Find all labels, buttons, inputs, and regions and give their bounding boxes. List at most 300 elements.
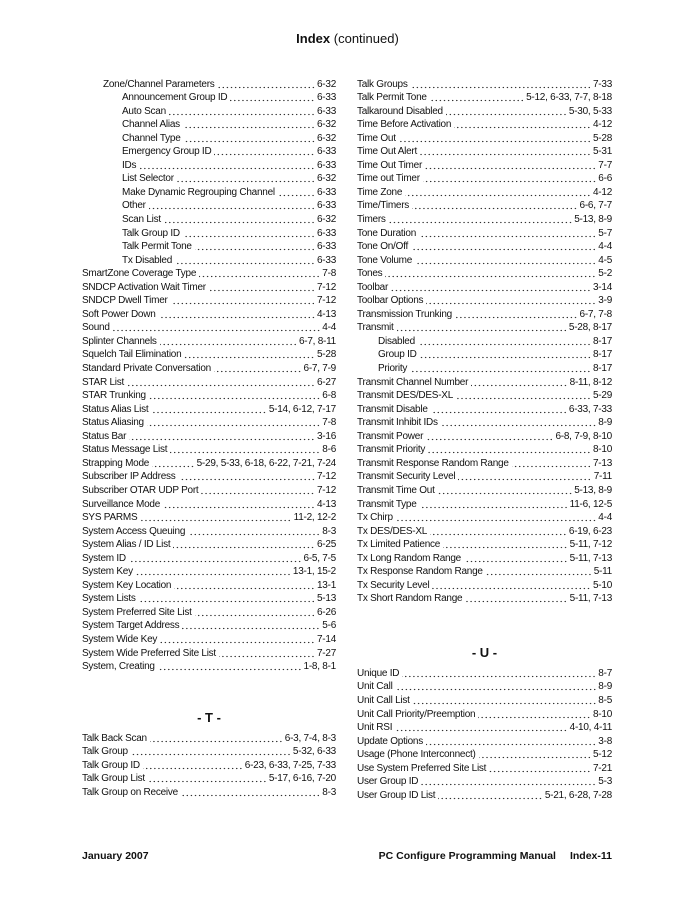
index-entry bbox=[82, 483, 336, 497]
index-term: System Wide Key bbox=[82, 633, 158, 645]
dot-leader bbox=[163, 506, 315, 509]
index-entry bbox=[357, 307, 612, 321]
dot-leader bbox=[426, 302, 596, 305]
index-entry bbox=[357, 429, 612, 443]
index-term: Transmit Disable bbox=[357, 403, 428, 415]
index-term: Transmit DES/DES-XL bbox=[357, 390, 454, 402]
index-entry bbox=[357, 483, 612, 497]
index-pages: 6-33 bbox=[316, 159, 336, 171]
index-term: Auto Scan bbox=[122, 105, 166, 117]
footer-manual-title: PC Configure Programming Manual bbox=[378, 850, 556, 862]
index-pages: 5-6 bbox=[322, 620, 336, 632]
index-entry bbox=[357, 680, 612, 694]
index-term: Usage (Phone Interconnect) bbox=[357, 749, 476, 761]
index-entry bbox=[82, 443, 336, 457]
index-pages: 6-33 bbox=[316, 241, 336, 253]
index-entry bbox=[357, 321, 612, 335]
index-term: Update Options bbox=[357, 735, 423, 747]
index-term: Make Dynamic Regrouping Channel bbox=[122, 186, 275, 198]
index-pages: 8-3 bbox=[322, 786, 336, 798]
index-entry bbox=[357, 118, 612, 132]
index-pages: 5-11, 7-13 bbox=[569, 552, 612, 564]
index-pages: 6-33 bbox=[316, 105, 336, 117]
index-term: Time/Timers bbox=[357, 200, 410, 212]
index-pages: 5-7 bbox=[598, 227, 612, 239]
index-pages: 7-12 bbox=[316, 471, 336, 483]
index-term: Channel Type bbox=[122, 132, 181, 144]
index-pages: 5-28 bbox=[592, 132, 612, 144]
index-entry bbox=[357, 551, 612, 565]
index-pages: 3-9 bbox=[598, 295, 612, 307]
index-entry bbox=[357, 734, 612, 748]
index-pages: 5-11, 7-13 bbox=[569, 593, 612, 605]
index-entry bbox=[82, 267, 336, 281]
index-entry bbox=[357, 666, 612, 680]
index-entry bbox=[82, 185, 336, 199]
index-pages: 6-33 bbox=[316, 146, 336, 158]
dot-leader bbox=[438, 797, 543, 800]
index-term: SmartZone Coverage Type bbox=[82, 268, 197, 280]
dot-leader bbox=[201, 492, 315, 495]
dot-leader bbox=[489, 770, 591, 773]
index-entry bbox=[82, 104, 336, 118]
index-pages: 4-4 bbox=[598, 512, 612, 524]
index-entry bbox=[82, 551, 336, 565]
index-entry bbox=[357, 443, 612, 457]
index-pages: 7-13 bbox=[592, 457, 612, 469]
index-entry bbox=[357, 253, 612, 267]
index-pages: 5-11, 7-12 bbox=[569, 539, 612, 551]
index-entry bbox=[357, 592, 612, 606]
dot-leader bbox=[431, 411, 567, 414]
index-entry bbox=[357, 402, 612, 416]
index-term: Transmission Trunking bbox=[357, 308, 452, 320]
dot-leader bbox=[464, 560, 568, 563]
section-heading-u: - U - bbox=[471, 645, 498, 661]
dot-leader bbox=[195, 248, 315, 251]
index-term: Talk Group ID bbox=[82, 759, 140, 771]
index-pages: 6-33 bbox=[316, 200, 336, 212]
dot-leader bbox=[389, 221, 573, 224]
index-pages: 5-13, 8-9 bbox=[574, 484, 612, 496]
index-entry bbox=[357, 511, 612, 525]
index-pages: 5-3 bbox=[598, 776, 612, 788]
index-pages: 5-10 bbox=[592, 579, 612, 591]
index-pages: 6-27 bbox=[316, 376, 336, 388]
dot-leader bbox=[423, 180, 596, 183]
index-term: System Preferred Site List bbox=[82, 606, 192, 618]
index-term: Subscriber IP Address bbox=[82, 471, 176, 483]
index-entry bbox=[82, 145, 336, 159]
index-term: Time out Timer bbox=[357, 173, 420, 185]
dot-leader bbox=[171, 302, 315, 305]
dot-leader bbox=[170, 451, 320, 454]
index-entry bbox=[357, 294, 612, 308]
index-entry bbox=[357, 775, 612, 789]
dot-leader bbox=[184, 356, 315, 359]
dot-leader bbox=[428, 451, 591, 454]
dot-leader bbox=[143, 767, 243, 770]
dot-leader bbox=[486, 573, 592, 576]
index-term: Time Out Alert bbox=[357, 146, 418, 158]
index-pages: 11-2, 12-2 bbox=[293, 512, 336, 524]
dot-leader bbox=[209, 289, 315, 292]
index-term: Transmit Inhibit IDs bbox=[357, 417, 438, 429]
index-pages: 7-12 bbox=[316, 281, 336, 293]
index-term: Unit Call bbox=[357, 681, 393, 693]
index-pages: 5-13 bbox=[316, 593, 336, 605]
index-pages: 1-8, 8-1 bbox=[303, 661, 336, 673]
index-entry bbox=[82, 731, 336, 745]
index-pages: 7-21 bbox=[592, 762, 612, 774]
dot-leader bbox=[127, 384, 315, 387]
index-entry bbox=[357, 185, 612, 199]
index-pages: 8-10 bbox=[592, 444, 612, 456]
dot-leader bbox=[454, 126, 591, 129]
dot-leader bbox=[512, 465, 591, 468]
index-pages: 6-33, 7-33 bbox=[568, 403, 612, 415]
index-term: Time Out bbox=[357, 132, 396, 144]
index-pages: 5-11 bbox=[593, 566, 612, 578]
index-entry bbox=[357, 77, 612, 91]
index-entry bbox=[82, 497, 336, 511]
index-pages: 4-4 bbox=[322, 322, 336, 334]
index-term: Splinter Channels bbox=[82, 335, 157, 347]
index-pages: 7-11 bbox=[593, 471, 612, 483]
dot-leader bbox=[218, 86, 315, 89]
index-entry bbox=[82, 578, 336, 592]
index-term: System, Creating bbox=[82, 661, 155, 673]
index-term: Tones bbox=[357, 268, 383, 280]
index-pages: 4-12 bbox=[592, 119, 612, 131]
index-term: Talk Permit Tone bbox=[357, 92, 427, 104]
index-pages: 7-12 bbox=[316, 295, 336, 307]
dot-leader bbox=[158, 668, 302, 671]
index-pages: 8-17 bbox=[592, 349, 612, 361]
index-entry bbox=[82, 646, 336, 660]
index-entry bbox=[357, 199, 612, 213]
dot-leader bbox=[385, 275, 596, 278]
index-entry bbox=[82, 131, 336, 145]
index-pages: 6-32 bbox=[316, 173, 336, 185]
page-header bbox=[0, 31, 695, 46]
dot-leader bbox=[430, 99, 524, 102]
index-term: Toolbar bbox=[357, 281, 389, 293]
index-pages: 5-12 bbox=[592, 749, 612, 761]
header-title: Index bbox=[296, 31, 331, 46]
index-entry bbox=[82, 470, 336, 484]
index-entry bbox=[82, 389, 336, 403]
index-entry bbox=[82, 429, 336, 443]
dot-leader bbox=[413, 702, 597, 705]
entry-list bbox=[357, 77, 612, 605]
index-term: Status Message List bbox=[82, 444, 168, 456]
index-term: Transmit Security Level bbox=[357, 471, 456, 483]
index-pages: 5-28, 8-17 bbox=[568, 322, 612, 334]
dot-leader bbox=[458, 478, 591, 481]
dot-leader bbox=[140, 519, 291, 522]
index-term: Time Zone bbox=[357, 186, 403, 198]
dot-leader bbox=[182, 627, 320, 630]
index-entry bbox=[357, 131, 612, 145]
index-term: Transmit Channel Number bbox=[357, 376, 469, 388]
index-pages: 8-7 bbox=[598, 667, 612, 679]
index-term: SYS PARMS bbox=[82, 512, 138, 524]
index-entry bbox=[82, 334, 336, 348]
dot-leader bbox=[411, 86, 591, 89]
index-term: User Group ID List bbox=[357, 789, 436, 801]
dot-leader bbox=[169, 113, 315, 116]
index-pages: 8-10 bbox=[592, 708, 612, 720]
index-right-column bbox=[357, 77, 612, 802]
index-left-column bbox=[82, 77, 336, 799]
entry-list bbox=[357, 666, 612, 801]
dot-leader bbox=[214, 370, 302, 373]
index-entry bbox=[82, 226, 336, 240]
dot-leader bbox=[420, 153, 591, 156]
index-pages: 6-33 bbox=[316, 186, 336, 198]
index-entry bbox=[357, 334, 612, 348]
entry-list bbox=[82, 77, 336, 673]
index-pages: 8-5 bbox=[598, 694, 612, 706]
index-term: Talk Permit Tone bbox=[122, 241, 192, 253]
index-term: Talkaround Disabled bbox=[357, 105, 443, 117]
index-entry bbox=[82, 758, 336, 772]
index-entry bbox=[357, 788, 612, 802]
dot-leader bbox=[395, 729, 567, 732]
index-pages: 6-32 bbox=[316, 78, 336, 90]
index-pages: 6-3, 7-4, 8-3 bbox=[284, 732, 336, 744]
dot-leader bbox=[159, 316, 315, 319]
index-pages: 6-7, 8-11 bbox=[298, 335, 336, 347]
index-term: Group ID bbox=[378, 349, 417, 361]
index-term: Talk Groups bbox=[357, 78, 408, 90]
index-term: Transmit Priority bbox=[357, 444, 426, 456]
index-entry bbox=[82, 402, 336, 416]
index-term: Subscriber OTAR UDP Port bbox=[82, 484, 199, 496]
footer-page-number: Index-11 bbox=[569, 850, 612, 862]
dot-leader bbox=[396, 519, 597, 522]
index-term: Channel Alias bbox=[122, 119, 180, 131]
index-pages: 6-26 bbox=[316, 606, 336, 618]
index-pages: 8-9 bbox=[598, 417, 612, 429]
index-entry bbox=[357, 280, 612, 294]
index-pages: 5-12, 6-33, 7-7, 8-18 bbox=[526, 92, 612, 104]
index-pages: 6-8 bbox=[322, 390, 336, 402]
index-term: Tone Duration bbox=[357, 227, 417, 239]
index-pages: 7-27 bbox=[316, 647, 336, 659]
index-entry bbox=[82, 280, 336, 294]
index-pages: 3-16 bbox=[316, 430, 336, 442]
dot-leader bbox=[150, 740, 283, 743]
index-pages: 7-33 bbox=[592, 78, 612, 90]
dot-leader bbox=[479, 756, 591, 759]
index-pages: 4-5 bbox=[598, 254, 612, 266]
section-heading-t: - T - bbox=[197, 710, 221, 726]
index-term: Standard Private Conversation bbox=[82, 363, 211, 375]
index-pages: 6-25 bbox=[316, 539, 336, 551]
index-term: Status Alias List bbox=[82, 403, 149, 415]
dot-leader bbox=[443, 546, 568, 549]
index-entry bbox=[357, 375, 612, 389]
index-term: Disabled bbox=[378, 335, 415, 347]
index-pages: 7-12 bbox=[316, 484, 336, 496]
dot-leader bbox=[139, 600, 315, 603]
dot-leader bbox=[421, 783, 596, 786]
dot-leader bbox=[419, 235, 596, 238]
index-entry bbox=[82, 632, 336, 646]
dot-leader bbox=[160, 641, 315, 644]
index-pages: 13-1 bbox=[316, 579, 336, 591]
index-term: User Group ID bbox=[357, 776, 419, 788]
index-pages: 4-12 bbox=[592, 186, 612, 198]
index-term: Surveillance Mode bbox=[82, 498, 161, 510]
dot-leader bbox=[412, 207, 577, 210]
index-entry bbox=[82, 592, 336, 606]
index-entry bbox=[357, 470, 612, 484]
index-pages: 8-17 bbox=[592, 335, 612, 347]
index-entry bbox=[82, 361, 336, 375]
dot-leader bbox=[432, 587, 591, 590]
index-term: Announcement Group ID bbox=[122, 92, 228, 104]
index-entry bbox=[357, 456, 612, 470]
index-pages: 5-32, 6-33 bbox=[292, 746, 336, 758]
index-entry bbox=[82, 375, 336, 389]
dot-leader bbox=[184, 140, 315, 143]
index-pages: 6-33 bbox=[316, 227, 336, 239]
index-term: System Lists bbox=[82, 593, 136, 605]
index-entry bbox=[82, 172, 336, 186]
index-pages: 7-7 bbox=[598, 159, 612, 171]
dot-leader bbox=[195, 614, 315, 617]
dot-leader bbox=[405, 194, 591, 197]
index-pages: 3-14 bbox=[592, 281, 612, 293]
index-term: Tone On/Off bbox=[357, 241, 408, 253]
dot-leader bbox=[219, 655, 315, 658]
dot-leader bbox=[465, 600, 567, 603]
index-entry bbox=[357, 267, 612, 281]
dot-leader bbox=[455, 316, 578, 319]
dot-leader bbox=[148, 780, 267, 783]
index-entry bbox=[357, 693, 612, 707]
index-term: System ID bbox=[82, 552, 126, 564]
index-entry bbox=[357, 707, 612, 721]
index-pages: 8-6 bbox=[322, 444, 336, 456]
dot-leader bbox=[149, 207, 315, 210]
index-term: Status Bar bbox=[82, 430, 127, 442]
index-entry bbox=[82, 348, 336, 362]
index-pages: 6-33 bbox=[316, 92, 336, 104]
dot-leader bbox=[113, 329, 321, 332]
index-term: Talk Group bbox=[82, 746, 128, 758]
index-entry bbox=[357, 172, 612, 186]
index-term: Tone Volume bbox=[357, 254, 413, 266]
index-entry bbox=[357, 389, 612, 403]
index-pages: 6-32 bbox=[316, 132, 336, 144]
index-term: Tx Long Random Range bbox=[357, 552, 461, 564]
index-entry bbox=[357, 565, 612, 579]
index-term: Talk Group on Receive bbox=[82, 786, 178, 798]
dot-leader bbox=[426, 743, 596, 746]
dot-leader bbox=[456, 397, 591, 400]
index-term: Transmit Response Random Range bbox=[357, 457, 509, 469]
index-pages: 6-6 bbox=[598, 173, 612, 185]
dot-leader bbox=[175, 262, 315, 265]
index-entry bbox=[82, 511, 336, 525]
dot-leader bbox=[199, 275, 320, 278]
index-term: Emergency Group ID bbox=[122, 146, 212, 158]
index-pages: 6-33 bbox=[316, 254, 336, 266]
index-pages: 6-32 bbox=[316, 119, 336, 131]
header-suffix: (continued) bbox=[333, 31, 399, 46]
index-term: Transmit Type bbox=[357, 498, 417, 510]
index-pages: 5-29, 5-33, 6-18, 6-22, 7-21, 7-24 bbox=[196, 457, 336, 469]
dot-leader bbox=[415, 262, 596, 265]
index-pages: 4-13 bbox=[316, 308, 336, 320]
index-entry bbox=[82, 538, 336, 552]
index-pages: 7-8 bbox=[322, 268, 336, 280]
index-pages: 5-31 bbox=[592, 146, 612, 158]
index-entry bbox=[82, 240, 336, 254]
index-entry bbox=[82, 307, 336, 321]
index-entry bbox=[82, 772, 336, 786]
dot-leader bbox=[188, 533, 320, 536]
index-term: System Target Address bbox=[82, 620, 180, 632]
index-entry bbox=[82, 158, 336, 172]
index-entry bbox=[82, 745, 336, 759]
index-term: Strapping Mode bbox=[82, 457, 150, 469]
index-term: Sound bbox=[82, 322, 110, 334]
index-term: Unique ID bbox=[357, 667, 400, 679]
dot-leader bbox=[411, 248, 596, 251]
index-term: Time Before Activation bbox=[357, 119, 452, 131]
dot-leader bbox=[164, 221, 315, 224]
index-pages: 6-19, 6-23 bbox=[568, 525, 612, 537]
index-entry bbox=[357, 104, 612, 118]
index-entry bbox=[357, 538, 612, 552]
index-term: STAR Trunking bbox=[82, 390, 146, 402]
dot-leader bbox=[430, 533, 567, 536]
index-term: Talk Group List bbox=[82, 773, 145, 785]
index-entry bbox=[357, 361, 612, 375]
dot-leader bbox=[173, 546, 315, 549]
dot-leader bbox=[391, 289, 591, 292]
index-pages: 8-9 bbox=[598, 681, 612, 693]
dot-leader bbox=[151, 411, 266, 414]
footer-right bbox=[379, 850, 612, 862]
index-term: Tx DES/DES-XL bbox=[357, 525, 428, 537]
index-term: Transmit bbox=[357, 322, 394, 334]
dot-leader bbox=[426, 438, 553, 441]
index-term: Unit Call List bbox=[357, 694, 410, 706]
dot-leader bbox=[177, 180, 315, 183]
dot-leader bbox=[471, 384, 568, 387]
index-term: System Key bbox=[82, 566, 133, 578]
index-term: Time Out Timer bbox=[357, 159, 423, 171]
index-term: Unit RSI bbox=[357, 722, 393, 734]
dot-leader bbox=[410, 370, 591, 373]
index-entry bbox=[357, 348, 612, 362]
entry-list bbox=[82, 731, 336, 799]
index-pages: 6-6, 7-7 bbox=[579, 200, 612, 212]
index-entry bbox=[82, 118, 336, 132]
index-term: Tx Short Random Range bbox=[357, 593, 463, 605]
index-pages: 8-3 bbox=[322, 525, 336, 537]
dot-leader bbox=[420, 356, 591, 359]
index-term: System Alias / ID List bbox=[82, 539, 171, 551]
index-pages: 7-14 bbox=[316, 633, 336, 645]
index-term: IDs bbox=[122, 159, 137, 171]
